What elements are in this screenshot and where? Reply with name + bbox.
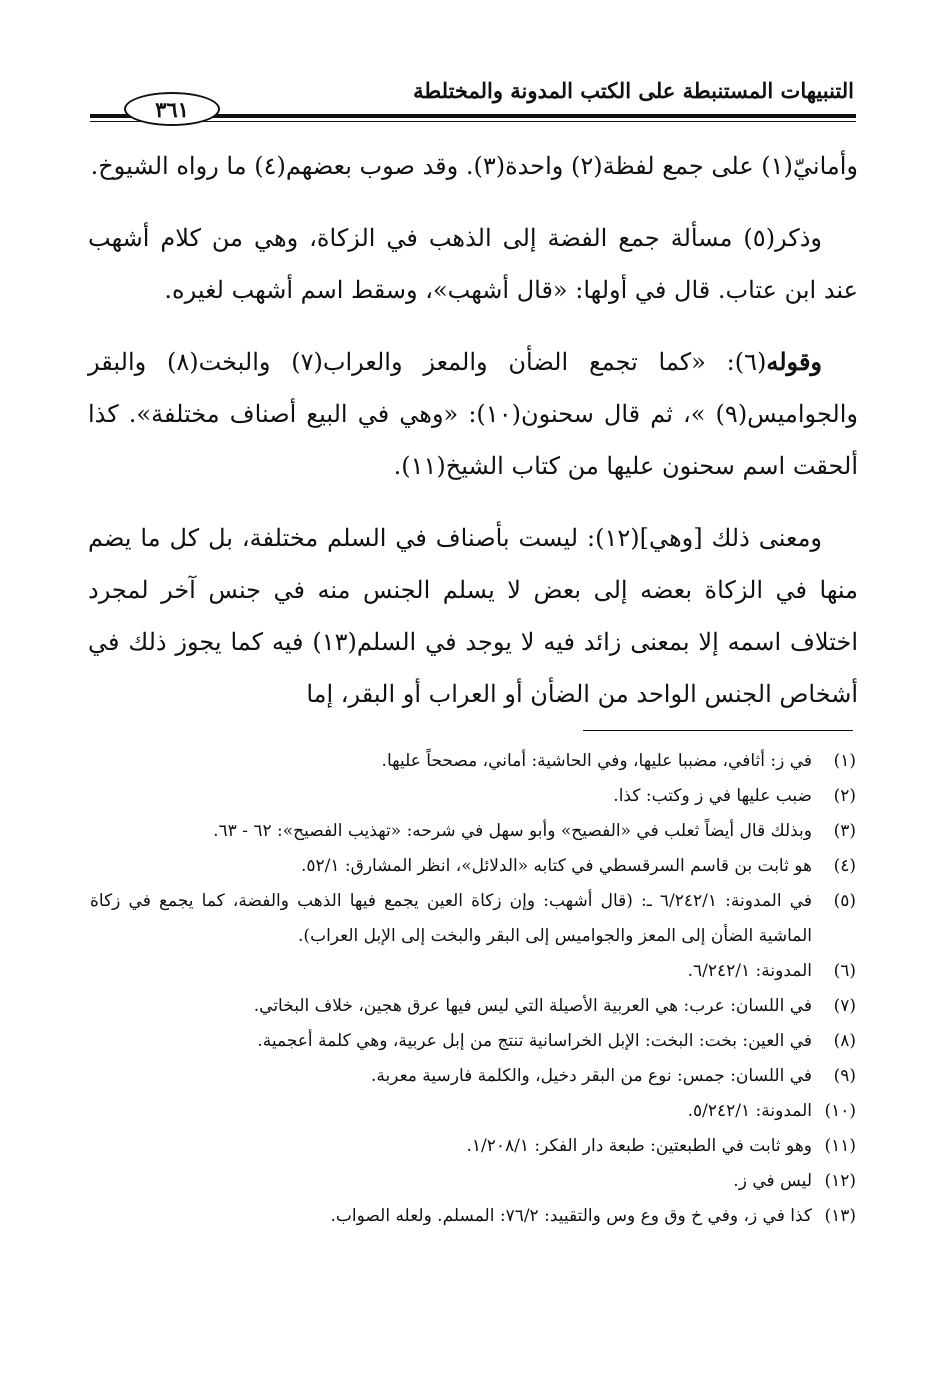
footnote [90,1094,856,1129]
footnote-text: وهو ثابت في الطبعتين: طبعة دار الفكر: ١/٢٠٨/١. [466,1136,812,1156]
footnote [90,954,856,989]
footnote-number: (٤) [833,856,856,876]
footnote [90,849,856,884]
footnote [90,814,856,849]
footnote-text: وبذلك قال أيضاً ثعلب في «الفصيح» وأبو سهل في شرحه: «تهذيب الفصيح»: ٦٢ - ٦٣. [213,821,812,841]
paragraph-text: وذكر(٥) مسألة جمع الفضة إلى الذهب في الزكاة، وهي من كلام أشهب عند ابن عتاب. قال في أولها: «قال أشهب»، وسقط اسم أشهب لغيره. [88,224,858,304]
footnote [90,779,856,814]
footnote [90,1129,856,1164]
footnote-text: في العين: بخت: البخت: الإبل الخراسانية تنتج من إبل عربية، وهي كلمة أعجمية. [257,1031,812,1051]
footnote [90,1164,856,1199]
footnote-number: (٣) [833,821,856,841]
paragraph-text: ومعنى ذلك [وهي](١٢): ليست بأصناف في السلم مختلفة، بل كل ما يضم منها في الزكاة بعضه إلى بعض لا يسلم الجنس منه في جنس آخر لمجرد اختلاف اسمه إلا بمعنى زائد فيه لا يوجد في السلم(١٣) فيه كما يجوز ذلك في أشخاص الجنس الواحد من الضأن أو العراب أو البقر، إما [88,524,858,708]
footnote-number: (٩) [833,1066,856,1086]
footnote-text: في اللسان: عرب: هي العربية الأصيلة التي ليس فيها عرق هجين، خلاف البخاتي. [253,996,812,1016]
paragraph [88,336,858,492]
footnote-number: (٢) [833,786,856,806]
footnote-text: في المدونة: ٦/٢٤٢/١ ـ: (قال أشهب: وإن زكاة العين يجمع فيها الذهب والفضة، كما يجمع في زكاة الماشية الضأن إلى المعز والجواميس إلى البقر والبخت إلى الإبل العراب). [90,891,812,946]
footnote-number: (٥) [833,891,856,911]
footnote-number: (١١) [824,1136,856,1156]
footnote-number: (٧) [833,996,856,1016]
footnote [90,1059,856,1094]
footnote-number: (١) [833,751,856,771]
footnote [90,884,856,954]
footnote-text: المدونة: ٦/٢٤٢/١. [687,961,812,981]
footnote-text: المدونة: ٥/٢٤٢/١. [687,1101,812,1121]
footnote-separator [583,730,853,731]
footnote-text: ليس في ز. [733,1171,812,1191]
footnote [90,1024,856,1059]
footnote [90,744,856,779]
footnote-number: (١٣) [824,1206,856,1226]
paragraph [88,212,858,316]
footnote [90,1199,856,1234]
footnote-number: (٨) [833,1031,856,1051]
footnote [90,989,856,1024]
paragraph [88,140,858,192]
paragraph-text: (٦): «كما تجمع الضأن والمعز والعراب(٧) والبخت(٨) والبقر والجواميس(٩) »، ثم قال سحنون(١٠): «وهي في البيع أصناف مختلفة». كذا ألحقت اسم سحنون عليها من كتاب الشيخ(١١). [88,348,858,480]
main-text [88,140,858,720]
page-number: ٣٦١ [124,92,220,126]
footnote-text: كذا في ز، وفي خ وق وع وس والتقييد: ٧٦/٢: المسلم. ولعله الصواب. [330,1206,812,1226]
running-header-title: التنبيهات المستنبطة على الكتب المدونة والمختلطة [413,78,854,103]
footnote-number: (١٠) [824,1101,856,1121]
footnotes [90,744,856,1234]
footnote-text: في اللسان: جمس: نوع من البقر دخيل، والكلمة فارسية معربة. [370,1066,812,1086]
paragraph-text: وأمانيّ(١) على جمع لفظة(٢) واحدة(٣). وقد صوب بعضهم(٤) ما رواه الشيوخ. [90,152,858,180]
paragraph [88,512,858,720]
footnote-text: ضبب عليها في ز وكتب: كذا. [613,786,812,806]
footnote-text: هو ثابت بن قاسم السرقسطي في كتابه «الدلائل»، انظر المشارق: ٥٢/١. [301,856,812,876]
footnote-number: (١٢) [824,1171,856,1191]
footnote-text: في ز: أثافي، مضببا عليها، وفي الحاشية: أماني، مصححاً عليها. [381,751,812,771]
footnote-number: (٦) [833,961,856,981]
paragraph-lead: وقوله [766,347,823,376]
